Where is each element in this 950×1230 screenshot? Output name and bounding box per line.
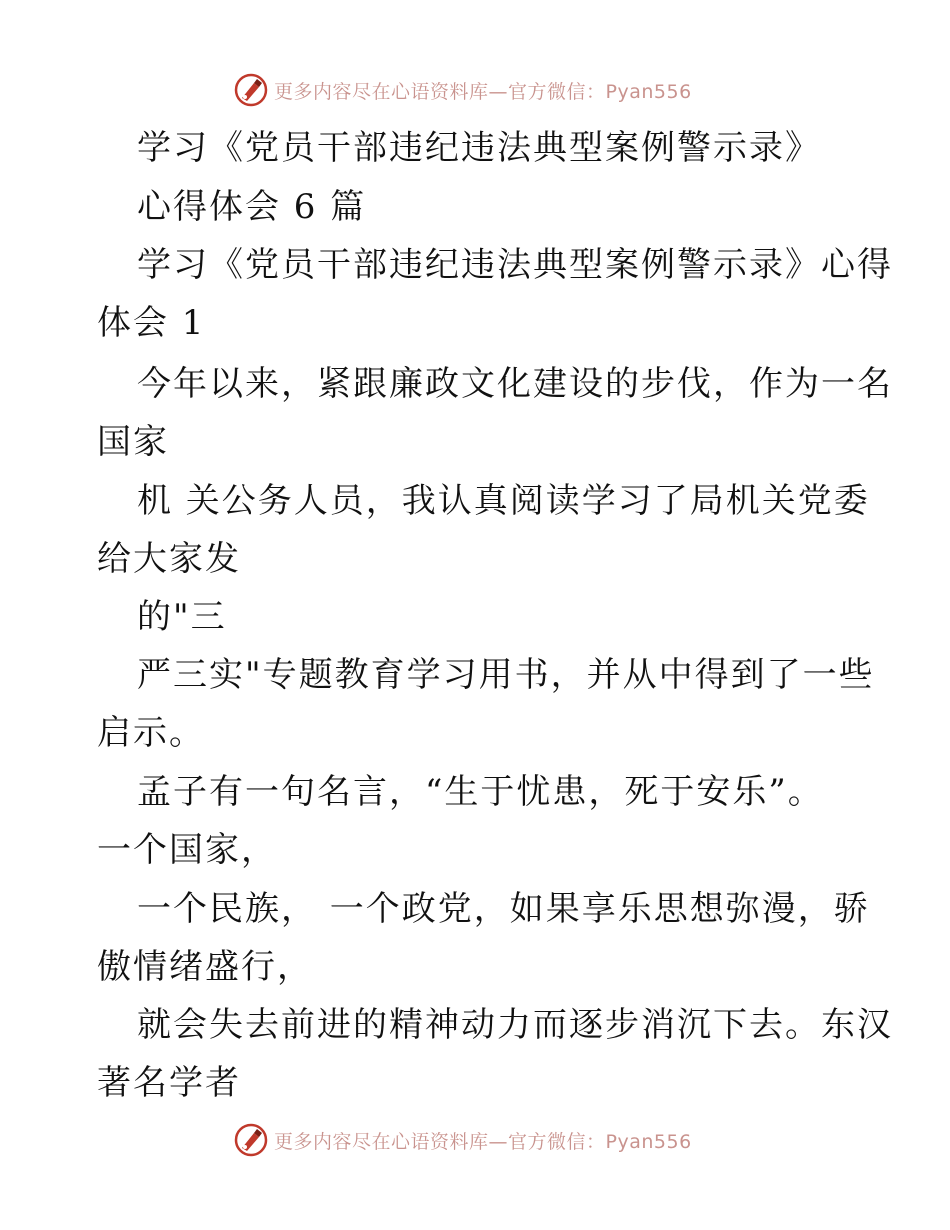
pen-circle-logo-icon (234, 73, 268, 107)
text-line: 就会失去前进的精神动力而逐步消沉下去。东汉 (137, 1005, 893, 1045)
text-line: 一个民族， 一个政党，如果享乐思想弥漫，骄 (137, 889, 870, 929)
watermark-text: 更多内容尽在心语资料库—官方微信：Pyan556 (274, 80, 692, 103)
text-line: 国家 (97, 422, 169, 462)
header-watermark (234, 73, 692, 107)
text-line: 傲情绪盛行， (97, 947, 313, 987)
doc-title-line-1: 学习《党员干部违纪违法典型案例警示录》 (137, 128, 821, 168)
section-heading-line-2: 体会 1 (97, 303, 206, 343)
text-line: 机 关公务人员，我认真阅读学习了局机关党委 (137, 481, 870, 521)
footer-watermark (234, 1123, 692, 1157)
section-heading-line-1: 学习《党员干部违纪违法典型案例警示录》心得 (137, 245, 893, 285)
text-line: 给大家发 (97, 539, 241, 579)
text-line: 严三实"专题教育学习用书，并从中得到了一些 (137, 655, 875, 695)
text-line: 启示。 (97, 713, 205, 753)
text-line: 今年以来，紧跟廉政文化建设的步伐，作为一名 (137, 364, 893, 404)
text-line: 著名学者 (97, 1063, 241, 1103)
text-line: 的"三 (137, 597, 227, 637)
watermark-text: 更多内容尽在心语资料库—官方微信：Pyan556 (274, 1130, 692, 1153)
text-line: 孟子有一句名言，“生于忧患，死于安乐”。 (137, 772, 824, 812)
pen-circle-logo-icon (234, 1123, 268, 1157)
doc-title-line-2: 心得体会 6 篇 (137, 187, 367, 227)
text-line: 一个国家， (97, 830, 277, 870)
